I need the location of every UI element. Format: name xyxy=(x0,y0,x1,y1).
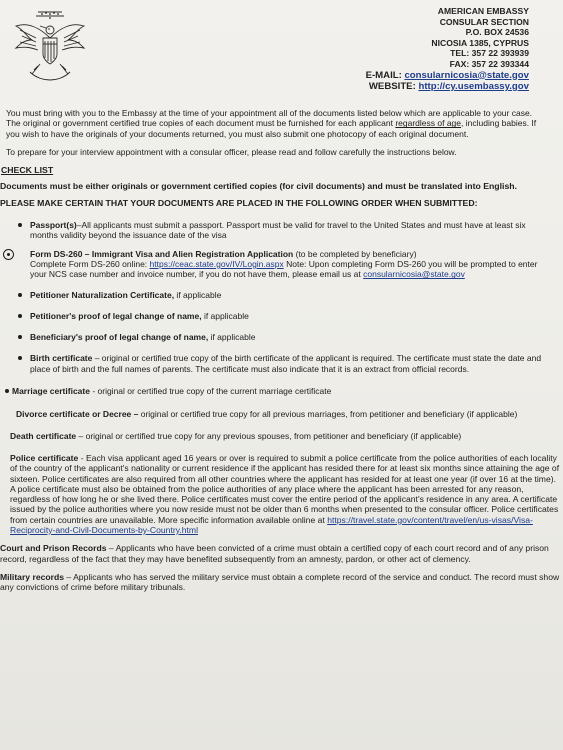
website-row xyxy=(366,81,529,92)
bullet-icon xyxy=(18,314,22,318)
list-item-military: Military records – Applicants who has served the military service must obtain a complete record of the service and conduct. The record must show any convictions of crime before military tribunals. xyxy=(0,571,560,593)
great-seal-emblem xyxy=(10,8,90,88)
list-item-beneficiary-name: Beneficiary's proof of legal change of name, if applicable xyxy=(0,332,563,342)
list-item-marriage: Marriage certificate - original or certified true copy of the current marriage certificate xyxy=(0,386,563,396)
travel-state-gov-link[interactable]: https://travel.state.gov/content/travel/en/us-visas/Visa-Reciprocity-and-Civil-Documents-by-Country.html xyxy=(10,514,533,536)
fax-number: 357 22 393344 xyxy=(471,58,529,69)
bullet-icon xyxy=(18,356,22,360)
fax xyxy=(366,59,529,70)
prepare-paragraph: To prepare for your interview appointment with a consular officer, please read and follow carefully the instructions below. xyxy=(6,146,457,157)
email-row xyxy=(366,70,529,81)
tel-number: 357 22 393939 xyxy=(471,48,529,59)
address-line1: P.O. BOX 24536 xyxy=(465,27,529,38)
bullet-icon xyxy=(18,223,22,227)
checklist-heading: CHECK LIST xyxy=(1,165,54,176)
fax-label: FAX: xyxy=(449,58,470,69)
consular-email-link[interactable]: consularnicosia@state.gov xyxy=(363,269,465,280)
bullet-icon xyxy=(18,293,22,297)
website-label: WEBSITE: xyxy=(368,80,416,92)
list-item-divorce: Divorce certificate or Decree – original or certified true copy for all previous marriages, from petitioner and beneficiary (if applicable) xyxy=(16,409,518,420)
ceac-link[interactable]: https://ceac.state.gov/IV/Login.aspx xyxy=(149,258,284,269)
regardless-of-age: regardless of age xyxy=(395,118,462,129)
list-item-birth: Birth certificate – original or certified true copy of the birth certificate of the applicant is required. The certificate must state the date and place of birth and the full names of parents. The certificate must also indicate that it is an extract from official records. xyxy=(0,353,563,374)
order-note: PLEASE MAKE CERTAIN THAT YOUR DOCUMENTS ARE PLACED IN THE FOLLOWING ORDER WHEN SUBMITTED: xyxy=(0,197,478,208)
eagle-seal-icon xyxy=(10,8,90,88)
originals-note: Documents must be either originals or government certified copies (for civil documents) and must be translated into English. xyxy=(0,181,517,192)
bullet-icon xyxy=(18,335,22,339)
document-body xyxy=(0,108,563,600)
tel-label: TEL: xyxy=(450,48,470,59)
org-line1: AMERICAN EMBASSY xyxy=(437,6,529,16)
email-link[interactable]: consularnicosia@state.gov xyxy=(404,69,529,81)
bullet-icon xyxy=(5,389,9,393)
list-item-court: Court and Prison Records – Applicants who have been convicted of a crime must obtain a certified copy of each court record and of any prison record, regardless of the fact that they may have benefited subsequently from an amnesty, pardon, or other act of clemency. xyxy=(0,543,549,564)
list-item-petitioner-name: Petitioner's proof of legal change of name, if applicable xyxy=(0,311,563,321)
org-line2: CONSULAR SECTION xyxy=(439,16,529,27)
website-link[interactable]: http://cy.usembassy.gov xyxy=(418,80,529,92)
hand-drawn-circle-icon xyxy=(3,249,14,260)
telephone xyxy=(366,48,529,59)
email-label: E-MAIL: xyxy=(365,69,402,81)
list-item-naturalization: Petitioner Naturalization Certificate, if applicable xyxy=(0,290,563,300)
list-item-ds260: Form DS-260 – Immigrant Visa and Alien Registration Application (to be completed by beneficiary) Complete Form DS-260 online: https://ceac.state.gov/IV/Login.aspx Note: Upon completing Form DS-260 you will be prompted to enter your NCS case number and invoice number, if you do not have them, please email us at consularnicosia@state.gov xyxy=(0,249,563,280)
embassy-letterhead xyxy=(366,6,529,92)
list-item-death: Death certificate – original or certified true copy for any previous spouses, from petitioner and beneficiary (if applicable) xyxy=(10,430,462,441)
list-item-passport: Passport(s)–All applicants must submit a passport. Passport must be valid for travel to the United States and must have at least six months validity beyond the issuance date of the visa xyxy=(0,220,563,241)
address-line2: NICOSIA 1385, CYPRUS xyxy=(431,37,529,48)
intro-paragraph: You must bring with you to the Embassy at the time of your appointment all of the documents listed below which are applicable to your case. The original or government certified true copies of each document must be furnished for each applicant regardless of age, including babies. If you wish to have the originals of your documents returned, you must also submit one photocopy of each original document. xyxy=(6,108,537,139)
list-item-police: Police certificate - Each visa applicant aged 16 years or over is required to submit a police certificate from the police authorities of each locality of the country of the applicant's nationality or current residence if the applicant has resided there for at least six months since attaining the age of sixteen. Police certificates are also required from all other countries where the applicant has resided for at least one year (if over 16 at the time). A police certificate must also be obtained from the police authorities of any place where the applicant has been arrested for any reason, regardless of how long he or she lived there. Police certificates must cover the entire period of the applicant's residence in any area. A certificate issued by the police authorities where you now reside must not be older than 6 months when presented to the consular officer. Police certificates from certain countries are unavailable. More specific information available online at https://travel.state.gov/content/travel/en/us-visas/Visa-Reciprocity-and-Civil-Documents-by-Country.html xyxy=(10,452,560,536)
